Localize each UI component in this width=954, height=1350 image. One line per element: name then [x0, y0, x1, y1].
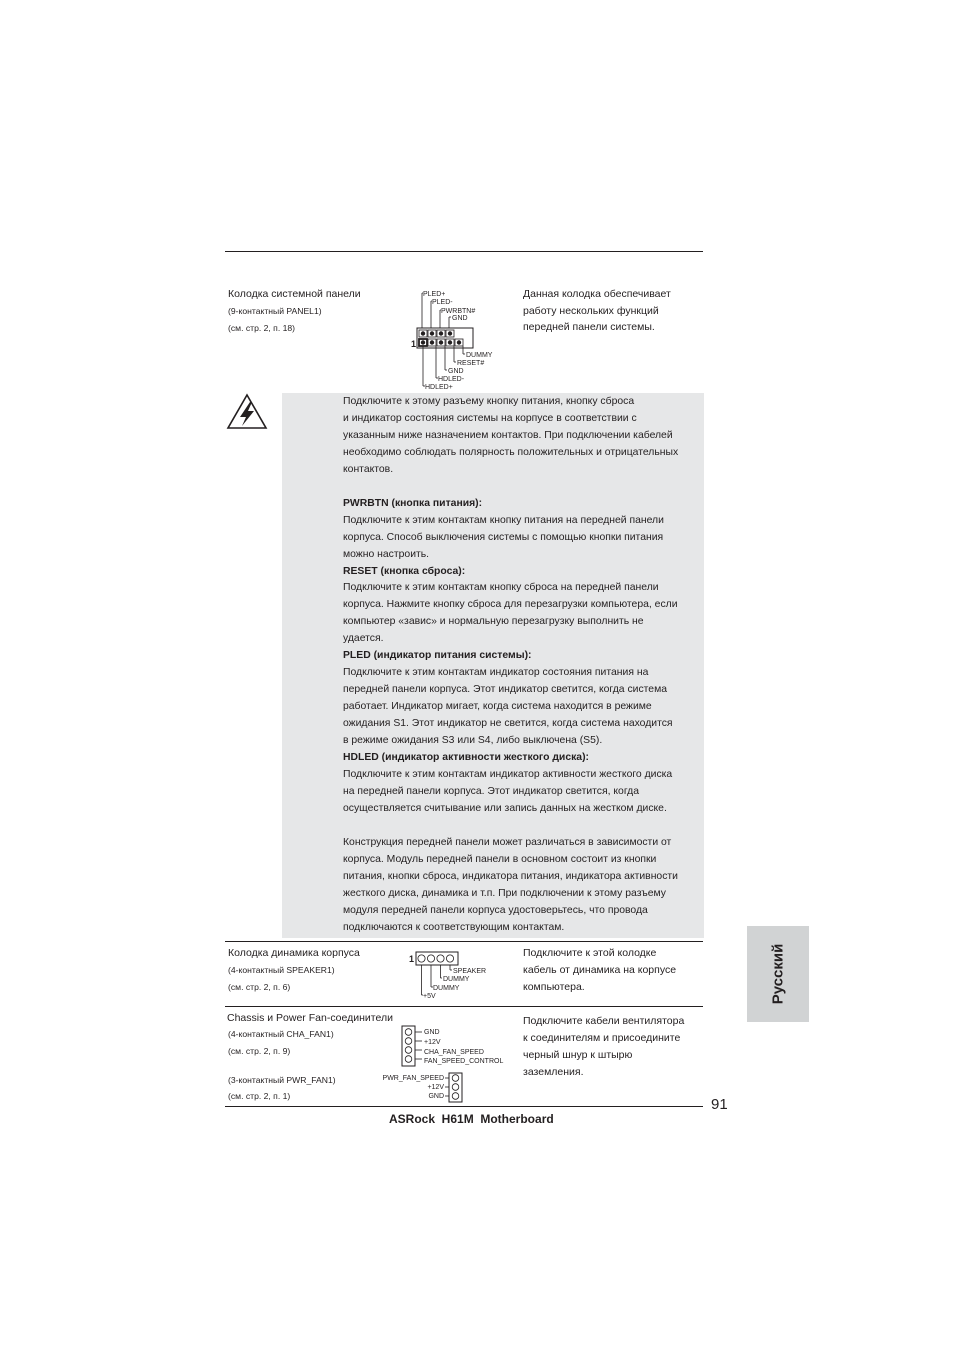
- speaker-description: [523, 945, 676, 996]
- pwrbtn-heading: PWRBTN (кнопка питания):: [343, 497, 483, 509]
- note-intro-line: Подключите к этому разъему кнопку питания, кнопку сброса: [343, 396, 635, 407]
- pin-label-fan-speed-control: FAN_SPEED_CONTROL: [424, 1058, 504, 1065]
- outro-line: питания, кнопки сброса, индикатора питания, индикатора активности: [343, 870, 678, 882]
- pin-label-speaker: SPEAKER: [453, 968, 487, 975]
- reset-line: Подключите к этим контактам кнопку сброса на передней панели: [343, 582, 659, 594]
- pwrbtn-line: корпуса. Способ выключения системы с помощью кнопки питания: [343, 531, 664, 543]
- speaker-pin-1-marker: 1: [409, 954, 415, 964]
- reset-heading: RESET (кнопка сброса):: [343, 565, 466, 577]
- panel-description: [523, 286, 671, 336]
- pin-label-gnd-top: GND: [452, 315, 468, 322]
- section-rule: [225, 1006, 703, 1007]
- pled-line: ожидания S1. Этот индикатор не светится, когда система находится: [343, 718, 673, 730]
- note-text: [343, 394, 715, 936]
- pin-label-hdled-minus: HDLED-: [438, 376, 465, 383]
- panel-title: Колодка системной панели: [228, 288, 361, 300]
- fan-desc-line: Подключите кабели вентилятора: [523, 1015, 685, 1027]
- warning-icon: [226, 393, 268, 431]
- note-intro-line: контактов.: [343, 463, 394, 475]
- pin-label-pled-plus: PLED+: [423, 291, 446, 298]
- fan-desc-line: заземления.: [523, 1066, 584, 1078]
- cha-fan-pin-diagram: [398, 1024, 510, 1068]
- pin-label-cha-12v: +12V: [424, 1039, 441, 1046]
- pin-label-pwr-12v: +12V: [427, 1084, 444, 1091]
- panel-desc-line: Данная колодка обеспечивает: [523, 288, 671, 300]
- cha-fan-page-ref: (см. стр. 2, п. 9): [228, 1046, 291, 1056]
- pin-label-cha-fan-speed: CHA_FAN_SPEED: [424, 1049, 484, 1056]
- panel-page-ref: (см. стр. 2, п. 18): [228, 323, 296, 333]
- speaker-desc-line: кабель от динамика на корпусе: [523, 964, 677, 976]
- cha-fan-subtitle: (4-контактный CHA_FAN1): [228, 1029, 334, 1039]
- speaker-subtitle: (4-контактный SPEAKER1): [228, 965, 335, 975]
- fan-title: Chassis и Power Fan-соединители: [227, 1012, 393, 1024]
- speaker-page-ref: (см. стр. 2, п. 6): [228, 982, 291, 992]
- pled-line: Подключите к этим контактам индикатор состояния питания на: [343, 667, 649, 679]
- pin-label-pled-minus: PLED-: [432, 299, 453, 306]
- panel-desc-line: передней панели системы.: [523, 321, 655, 333]
- footer-rule: [225, 1106, 703, 1107]
- language-tab-label: Русский: [769, 943, 787, 1005]
- pin-label-pwr-gnd: GND: [428, 1093, 444, 1100]
- fan-desc-line: черный шнур к штырю: [523, 1049, 633, 1061]
- pwrbtn-line: можно настроить.: [343, 548, 430, 560]
- speaker-desc-line: компьютера.: [523, 981, 585, 993]
- panel-desc-line: работу нескольких функций: [523, 304, 659, 317]
- reset-line: корпуса. Нажмите кнопку сброса для перезагрузки компьютера, если: [343, 599, 678, 611]
- pin-label-dummy-2: DUMMY: [433, 985, 460, 992]
- pin-label-cha-gnd: GND: [424, 1029, 440, 1036]
- pin-label-5v: +5V: [423, 993, 436, 1000]
- outro-line: модуля передней панели корпуса удостоверьтесь, что провода: [343, 904, 648, 916]
- panel-subtitle: (9-контактный PANEL1): [228, 306, 322, 316]
- pled-line: в режиме ожидания S3 или S4, либо выключена (S5).: [343, 735, 603, 747]
- pled-heading: PLED (индикатор питания системы):: [343, 650, 532, 662]
- fan-description: [523, 1013, 684, 1081]
- outro-line: Конструкция передней панели может различаться в зависимости от: [343, 836, 672, 848]
- speaker-desc-line: Подключите к этой колодке: [523, 947, 657, 959]
- pin-label-pwr-fan-speed: PWR_FAN_SPEED: [382, 1075, 444, 1082]
- hdled-line: на передней панели корпуса. Этот индикатор светится, когда: [343, 785, 639, 797]
- pwr-fan-pin-diagram: [378, 1071, 474, 1103]
- outro-line: подключаются к соответствующим контактам.: [343, 921, 565, 933]
- panel1-pin-diagram: [410, 288, 510, 392]
- spacer: [343, 818, 715, 835]
- pin-label-hdled-plus: HDLED+: [425, 384, 453, 391]
- pwr-fan-subtitle: (3-контактный PWR_FAN1): [228, 1075, 336, 1085]
- reset-line: компьютер «завис» и нормальную перезагрузку выполнить не: [343, 616, 644, 628]
- note-intro-line: и индикатор состояния системы на корпусе в соответствии с: [343, 412, 637, 424]
- pin-one-marker: 1: [411, 339, 417, 349]
- hdled-line: Подключите к этим контактам индикатор активности жесткого диска: [343, 768, 673, 780]
- footer-brand: ASRock H61M Motherboard: [389, 1112, 554, 1126]
- pin-label-dummy: DUMMY: [466, 352, 493, 359]
- hdled-heading: HDLED (индикатор активности жесткого диска):: [343, 752, 590, 763]
- language-tab: [747, 926, 809, 1022]
- spacer: [343, 479, 715, 496]
- note-intro-line: необходимо соблюдать полярность положительных и отрицательных: [343, 446, 679, 458]
- page-number: 91: [711, 1096, 728, 1113]
- pin-label-dummy-1: DUMMY: [443, 976, 470, 983]
- reset-line: удается.: [343, 633, 384, 645]
- fan-desc-line: к соединителям и присоедините: [523, 1032, 681, 1044]
- hdled-line: осуществляется считывание или запись данных на жестком диске.: [343, 802, 667, 814]
- speaker-title: Колодка динамика корпуса: [228, 947, 360, 959]
- pwrbtn-line: Подключите к этим контактам кнопку питания на передней панели: [343, 514, 664, 526]
- speaker-pin-diagram: [408, 950, 492, 1000]
- pin-label-pwrbtn: PWRBTN#: [441, 308, 476, 315]
- top-rule: [225, 251, 703, 252]
- section-rule: [225, 941, 703, 942]
- outro-line: корпуса. Модуль передней панели в основном состоит из кнопки: [343, 853, 657, 865]
- note-intro-line: указанным ниже назначением контактов. При подключении кабелей: [343, 429, 673, 441]
- pin-label-reset: RESET#: [457, 360, 485, 367]
- pled-line: передней панели корпуса. Этот индикатор светится, когда система: [343, 684, 668, 696]
- pwr-fan-page-ref: (см. стр. 2, п. 1): [228, 1091, 291, 1101]
- outro-line: жесткого диска, динамика и т.п. При подключении к этому разъему: [343, 887, 666, 899]
- pin-label-gnd-bottom: GND: [448, 368, 464, 375]
- pled-line: работает. Индикатор мигает, когда система находится в режиме: [343, 701, 652, 713]
